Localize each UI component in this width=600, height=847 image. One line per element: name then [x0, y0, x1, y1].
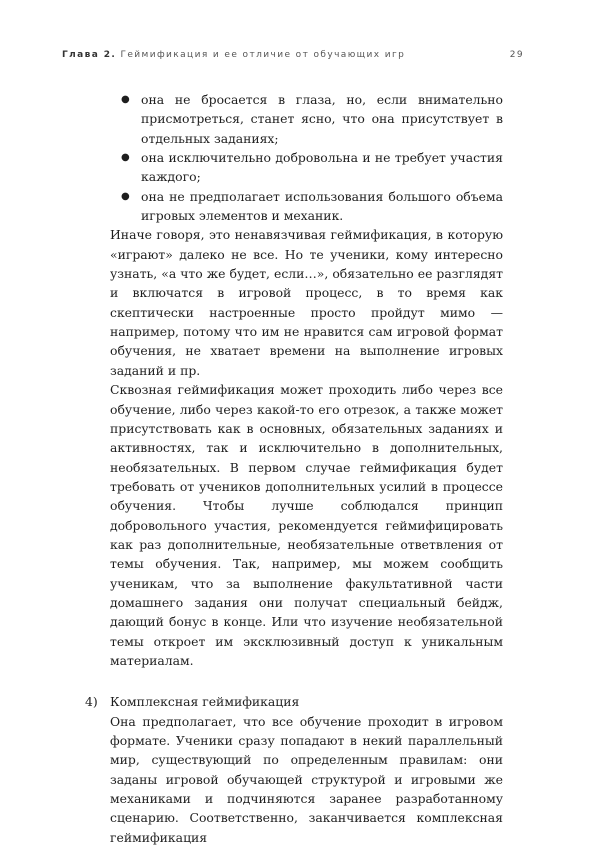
list-item: ● она исключительно добровольна и не требует участия каждого;: [121, 150, 503, 185]
chapter-title: Геймификация и ее отличие от обучающих игр: [120, 50, 406, 60]
bullet-icon: ●: [121, 94, 130, 105]
page-number: 29: [509, 50, 524, 60]
paragraph: Сквозная геймификация может проходить либо через все обучение, либо через какой-то его отрезок, а также может присутствовать как в основных, обязательных заданиях и активностях, так и исключительно в дополнительных, необязательных. В первом случае геймификация будет требовать от учеников дополнительных усилий в процессе обучения. Чтобы лучше соблюдался принцип добровольного участия, рекомендуется геймифицировать как раз дополнительные, необязательные ответвления от темы обучения. Так, например, мы можем сообщить ученикам, что за выполнение факультативной части домашнего задания они получат специальный бейдж, дающий бонус в конце. Или что изучение необязательной темы откроет им эксклюзивный доступ к уникальным материалам.: [110, 382, 503, 668]
section-paragraph: Она предполагает, что все обучение проходит в игровом формате. Ученики сразу попадают в некий параллельный мир, существующий по определенным правилам: они заданы игровой обучающей структурой и игровыми же механиками и подчиняются заранее разработанному сценарию. Соответственно, заканчивается комплексная геймификация: [110, 713, 503, 845]
list-item: ● она не предполагает использования большого объема игровых элементов и механик.: [121, 188, 503, 224]
bullet-icon: ●: [121, 152, 130, 164]
section-number: 4): [85, 694, 98, 710]
chapter-heading: [62, 50, 405, 60]
chapter-label: Глава 2.: [62, 50, 117, 60]
bullet-icon: ●: [121, 190, 130, 202]
bullet-list: [110, 90, 503, 225]
section-item: [85, 692, 503, 847]
list-item: ● она не бросается в глаза, но, если внимательно присмотреться, станет ясно, что она присутствует в отдельных заданиях;: [121, 92, 503, 146]
running-head: [62, 50, 524, 60]
section-title: Комплексная геймификация: [110, 694, 300, 710]
paragraph: Иначе говоря, это ненавязчивая геймификация, в которую «играют» далеко не все. Но те ученики, кому интересно узнать, «а что же будет, если…», обязательно ее разглядят и включатся в игровой процесс, в то время как скептически настроенные просто пройдут мимо — например, потому что им не нравится сам игровой формат обучения, не хватает времени на выполнение игровых заданий и пр.: [110, 227, 503, 378]
page-body: [85, 90, 503, 847]
